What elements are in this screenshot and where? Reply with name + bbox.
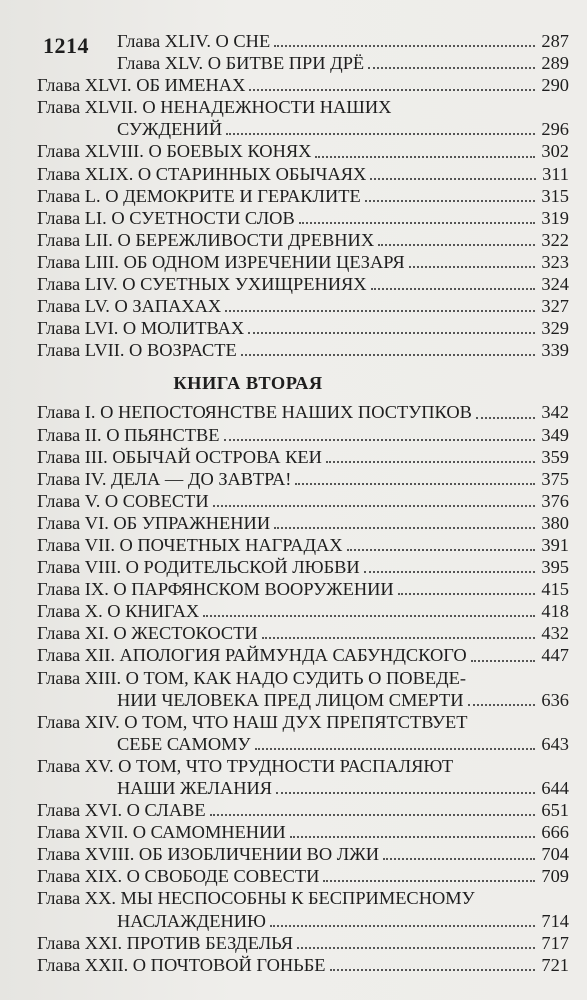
toc-entry-page: 296 [541,119,569,140]
toc-entry [37,644,569,666]
toc-entry [37,273,569,295]
dot-leader [241,352,536,356]
dot-leader [476,415,536,419]
toc-entry-page: 315 [541,185,569,206]
toc-entry [37,534,569,556]
toc-entry-title: Глава II. О ПЬЯНСТВЕ [37,424,220,445]
toc-entry-page: 717 [541,932,569,953]
toc-entry-title: Глава XLVIII. О БОЕВЫХ КОНЯХ [37,141,312,162]
toc-entry-page: 322 [541,229,569,250]
toc-entry-page: 375 [541,468,569,489]
dot-leader [224,437,536,441]
toc-entry-title: Глава XIX. О СВОБОДЕ СОВЕСТИ [37,866,320,887]
toc-entry-title: Глава VIII. О РОДИТЕЛЬСКОЙ ЛЮБВИ [37,557,360,578]
dot-leader [299,220,536,224]
toc-entry [37,733,569,755]
toc-entry [37,711,569,733]
toc-entry [37,490,569,512]
toc-entry [37,251,569,273]
dot-leader [255,746,536,750]
dot-leader [276,790,535,794]
dot-leader [398,591,536,595]
toc-entry-title: Глава XX. МЫ НЕСПОСОБНЫ К БЕСПРИМЕСНОМУ [37,888,475,909]
toc-entry-title: Глава XII. АПОЛОГИЯ РАЙМУНДА САБУНДСКОГО [37,645,467,666]
dot-leader [364,569,536,573]
toc-entry-title: НАСЛАЖДЕНИЮ [117,910,266,931]
dot-leader [378,242,535,246]
toc-entry-title: СУЖДЕНИЙ [117,119,223,140]
toc-entry-title: Глава X. О КНИГАХ [37,601,200,622]
section-heading: КНИГА ВТОРАЯ [173,373,323,394]
toc-entry-page: 287 [541,31,569,51]
dot-leader [262,635,536,639]
toc-entry [37,140,569,162]
toc-entry [37,887,569,909]
toc-entry-title: Глава LIII. ОБ ОДНОМ ИЗРЕЧЕНИИ ЦЕЗАРЯ [37,251,405,272]
toc-entry-page: 636 [541,689,569,710]
toc-entry-title: Глава XVI. О СЛАВЕ [37,800,206,821]
toc-entry-page: 329 [541,318,569,339]
dot-leader [347,547,536,551]
toc-list-book-one [37,30,569,361]
dot-leader [249,87,535,91]
dot-leader [225,308,535,312]
toc-entry-page: 302 [541,141,569,162]
toc-entry [37,96,569,118]
toc-entry-title: Глава VII. О ПОЧЕТНЫХ НАГРАДАХ [37,534,343,555]
toc-entry-page: 349 [541,424,569,445]
toc-entry [37,446,569,468]
toc-entry-page: 324 [541,274,569,295]
toc-entry-title: Глава XLIV. О СНЕ [117,31,271,51]
toc-entry [37,163,569,185]
dot-leader [213,503,536,507]
toc-entry [37,468,569,490]
dot-leader [290,834,536,838]
dot-leader [203,613,535,617]
toc-entry-page: 418 [541,601,569,622]
toc-entry-page: 415 [541,579,569,600]
toc-entry [37,821,569,843]
toc-entry [37,667,569,689]
toc-entry-page: 359 [541,446,569,467]
toc-entry-title: Глава XVII. О САМОМНЕНИИ [37,822,286,843]
toc-entry-title: Глава XIII. О ТОМ, КАК НАДО СУДИТЬ О ПОВЕДЕ- [37,667,466,688]
toc-entry-title: Глава XIV. О ТОМ, ЧТО НАШ ДУХ ПРЕПЯТСТВУЕТ [37,711,468,732]
toc-entry-page: 327 [541,296,569,317]
toc-entry-title: Глава XV. О ТОМ, ЧТО ТРУДНОСТИ РАСПАЛЯЮТ [37,755,454,776]
table-of-contents [37,30,569,976]
toc-entry-page: 447 [541,645,569,666]
dot-leader [370,176,536,180]
toc-list-book-two [37,401,569,975]
toc-entry-title: Глава LV. О ЗАПАХАХ [37,296,222,317]
toc-entry [37,755,569,777]
toc-entry-title: Глава XLVII. О НЕНАДЕЖНОСТИ НАШИХ [37,97,392,118]
toc-entry-title: Глава IX. О ПАРФЯНСКОМ ВООРУЖЕНИИ [37,579,394,600]
toc-entry-page: 651 [541,800,569,821]
toc-entry [37,556,569,578]
toc-entry [37,401,569,423]
toc-entry-title: Глава LVII. О ВОЗРАСТЕ [37,340,237,361]
toc-entry [37,30,569,52]
dot-leader [295,481,535,485]
toc-entry [37,954,569,976]
toc-entry [37,777,569,799]
toc-entry-title: Глава III. ОБЫЧАЙ ОСТРОВА КЕИ [37,446,322,467]
toc-entry-page: 380 [541,512,569,533]
dot-leader [274,525,535,529]
toc-entry-page: 709 [541,866,569,887]
dot-leader [274,43,535,47]
toc-entry [37,865,569,887]
toc-entry-page: 319 [541,207,569,228]
dot-leader [330,967,536,971]
toc-entry [37,207,569,229]
toc-entry-title: Глава XXI. ПРОТИВ БЕЗДЕЛЬЯ [37,932,294,953]
dot-leader [315,154,535,158]
dot-leader [248,330,535,334]
toc-entry-page: 342 [541,402,569,423]
toc-entry-page: 391 [541,534,569,555]
dot-leader [383,856,535,860]
dot-leader [365,198,536,202]
toc-entry-title: Глава LVI. О МОЛИТВАХ [37,318,245,339]
toc-entry-title: СЕБЕ САМОМУ [117,733,251,754]
dot-leader [468,702,536,706]
toc-entry-title: Глава XLIX. О СТАРИННЫХ ОБЫЧАЯХ [37,163,367,184]
toc-entry [37,52,569,74]
dot-leader [226,131,535,135]
toc-entry-title: Глава IV. ДЕЛА — ДО ЗАВТРА! [37,468,292,489]
toc-entry [37,843,569,865]
toc-entry [37,799,569,821]
dot-leader [210,812,536,816]
dot-leader [326,459,536,463]
dot-leader [368,65,535,69]
toc-entry [37,424,569,446]
toc-entry-page: 323 [541,251,569,272]
toc-entry [37,512,569,534]
toc-entry-title: Глава LII. О БЕРЕЖЛИВОСТИ ДРЕВНИХ [37,229,375,250]
toc-entry-page: 666 [541,822,569,843]
toc-entry-title: Глава LI. О СУЕТНОСТИ СЛОВ [37,207,295,228]
toc-entry [37,74,569,96]
toc-entry-title: Глава XLVI. ОБ ИМЕНАХ [37,75,246,96]
toc-entry-page: 376 [541,490,569,511]
toc-entry-title: Глава XXII. О ПОЧТОВОЙ ГОНЬБЕ [37,954,326,975]
toc-entry [37,622,569,644]
toc-entry [37,339,569,361]
toc-entry-title: Глава XLV. О БИТВЕ ПРИ ДРЁ [117,53,365,74]
toc-entry-page: 311 [542,163,569,184]
toc-entry-title: Глава XVIII. ОБ ИЗОБЛИЧЕНИИ ВО ЛЖИ [37,844,379,865]
dot-leader [297,945,535,949]
toc-entry-title: Глава VI. ОБ УПРАЖНЕНИИ [37,512,271,533]
toc-entry-page: 289 [541,53,569,74]
toc-entry [37,932,569,954]
toc-entry-title: НИИ ЧЕЛОВЕКА ПРЕД ЛИЦОМ СМЕРТИ [117,689,464,710]
dot-leader [270,923,535,927]
toc-entry-title: Глава L. О ДЕМОКРИТЕ И ГЕРАКЛИТЕ [37,185,361,206]
toc-entry [37,295,569,317]
toc-entry [37,600,569,622]
toc-entry-page: 721 [541,954,569,975]
toc-entry-page: 432 [541,623,569,644]
dot-leader [471,658,536,662]
toc-entry-title: Глава I. О НЕПОСТОЯНСТВЕ НАШИХ ПОСТУПКОВ [37,402,472,423]
dot-leader [371,286,536,290]
toc-entry [37,910,569,932]
toc-entry [37,689,569,711]
toc-entry-page: 714 [541,910,569,931]
toc-entry-title: Глава LIV. О СУЕТНЫХ УХИЩРЕНИЯХ [37,274,367,295]
toc-entry-page: 395 [541,557,569,578]
toc-entry-page: 339 [541,340,569,361]
toc-entry-page: 704 [541,844,569,865]
dot-leader [409,264,536,268]
toc-entry [37,185,569,207]
toc-entry-title: Глава XI. О ЖЕСТОКОСТИ [37,623,258,644]
toc-entry-title: НАШИ ЖЕЛАНИЯ [117,778,273,798]
toc-entry [37,118,569,140]
toc-entry-page: 644 [541,778,569,798]
toc-entry [37,229,569,251]
dot-leader [323,878,535,882]
toc-entry [37,317,569,339]
toc-entry-page: 643 [541,733,569,754]
toc-entry-page: 290 [541,75,569,96]
page-number: 1214 [43,33,89,58]
toc-entry-title: Глава V. О СОВЕСТИ [37,490,209,511]
toc-entry [37,578,569,600]
